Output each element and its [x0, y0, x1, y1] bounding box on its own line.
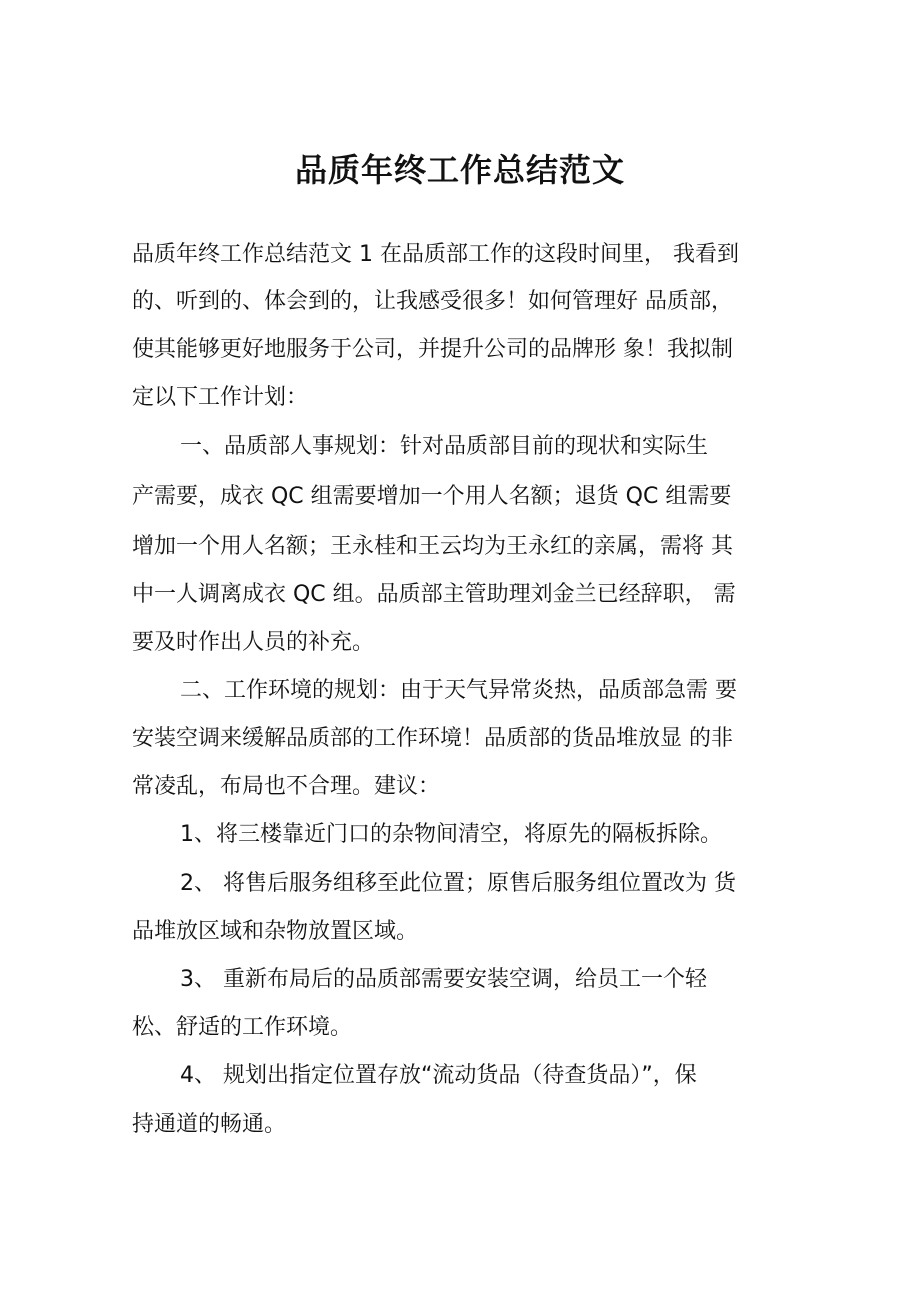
paragraph-line: 使其能够更好地服务于公司，并提升公司的品牌形 象！我拟制 — [132, 337, 733, 362]
document-title: 品质年终工作总结范文 — [294, 151, 625, 189]
paragraph-line: 中一人调离成衣 QC 组。品质部主管助理刘金兰已经辞职， 需 — [132, 582, 736, 607]
paragraph-line: 产需要，成衣 QC 组需要增加一个用人名额；退货 QC 组需要 — [132, 484, 732, 509]
paragraph-line: 定以下工作计划： — [132, 385, 309, 410]
list-item-line: 品堆放区域和杂物放置区域。 — [132, 919, 419, 944]
paragraph-line: 增加一个用人名额；王永桂和王云均为王永红的亲属，需将 其 — [132, 534, 733, 559]
paragraph-line: 要及时作出人员的补充。 — [132, 630, 375, 655]
list-item-line: 4、 规划出指定位置存放“流动货品（待查货品）”，保 — [180, 1063, 697, 1088]
list-item-line: 2、 将售后服务组移至此位置；原售后服务组位置改为 货 — [180, 871, 736, 896]
paragraph-line: 一、品质部人事规划：针对品质部目前的现状和实际生 — [180, 434, 709, 459]
paragraph-line: 安装空调来缓解品质部的工作环境！品质部的货品堆放显 的非 — [132, 726, 733, 751]
paragraph-line: 二、工作环境的规划：由于天气异常炎热，品质部急需 要 — [180, 678, 737, 703]
paragraph-line: 常凌乱，布局也不合理。建议： — [132, 774, 441, 799]
paragraph-line: 的、听到的、体会到的，让我感受很多！如何管理好 品质部， — [132, 289, 733, 314]
list-item-line: 持通道的畅通。 — [132, 1112, 287, 1137]
paragraph-line: 品质年终工作总结范文 1 在品质部工作的这段时间里， 我看到 — [132, 242, 739, 267]
list-item-line: 1、将三楼靠近门口的杂物间清空，将原先的隔板拆除。 — [180, 822, 722, 847]
list-item-line: 3、 重新布局后的品质部需要安装空调，给员工一个轻 — [180, 967, 707, 992]
list-item-line: 松、舒适的工作环境。 — [132, 1015, 353, 1040]
